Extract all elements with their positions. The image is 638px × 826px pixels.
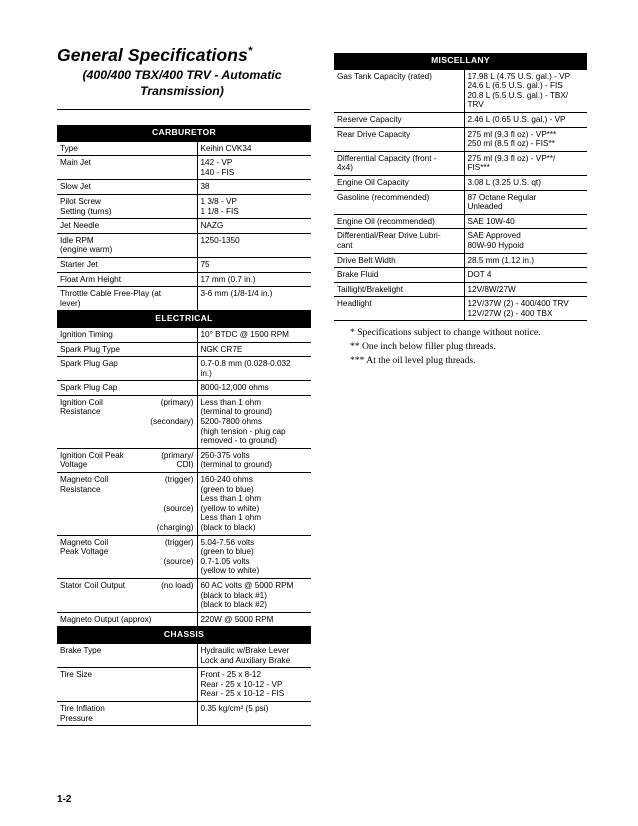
spec-value: 28.5 mm (1.12 in.) bbox=[464, 253, 587, 268]
left-spec-table bbox=[57, 125, 311, 726]
spec-value: 87 Octane Regular Unleaded bbox=[464, 190, 587, 214]
spec-label: Jet Needle bbox=[57, 219, 197, 234]
spec-value: 12V/8W/27W bbox=[464, 282, 587, 297]
spec-value: 0.35 kg/cm² (5 psi) bbox=[197, 701, 311, 725]
table-row bbox=[57, 272, 311, 287]
spec-label: Reserve Capacity bbox=[334, 112, 464, 127]
table-row bbox=[334, 151, 587, 175]
spec-value: 3.08 L (3.25 U.S. qt) bbox=[464, 175, 587, 190]
spec-value: NGK CR7E bbox=[197, 342, 311, 357]
table-row bbox=[334, 175, 587, 190]
spec-value: 10° BTDC @ 1500 RPM bbox=[197, 327, 311, 342]
chassis-rows bbox=[57, 643, 311, 725]
table-row: Magneto Coil (trigger) Resistance (source) (charging) 160-240 ohms (green to blue) Less than 1 ohm (yellow to white) Less than 1 ohm (black to black) bbox=[57, 473, 311, 536]
table-row bbox=[57, 194, 311, 218]
table-row bbox=[334, 268, 587, 283]
spec-label: Tire Inflation Pressure bbox=[57, 701, 197, 725]
footnote: ** One inch below filler plug threads. bbox=[350, 341, 496, 352]
miscellany-rows bbox=[334, 69, 587, 321]
table-row bbox=[57, 180, 311, 195]
table-row bbox=[334, 253, 587, 268]
spec-label: Starter Jet bbox=[57, 257, 197, 272]
spec-value: 275 ml (9.3 fl oz) - VP*** 250 ml (8.5 fl oz) - FIS** bbox=[464, 127, 587, 151]
table-row bbox=[334, 190, 587, 214]
table-row bbox=[57, 156, 311, 180]
table-row: Stator Coil Output (no load) 60 AC volts @ 5000 RPM (black to black #1) (black to black #2) bbox=[57, 578, 311, 612]
table-row bbox=[57, 287, 311, 311]
table-row bbox=[57, 327, 311, 342]
table-row: Magneto Output (approx) 220W @ 5000 RPM bbox=[57, 612, 311, 627]
title-subtitle: (400/400 TBX/400 TRV - Automatic Transmission) bbox=[82, 67, 282, 98]
section-header-carburetor: CARBURETOR bbox=[57, 125, 311, 141]
title-main: General Specifications* bbox=[57, 44, 253, 65]
table-row bbox=[57, 381, 311, 396]
spec-value: 2.46 L (0.65 U.S. gal.) - VP bbox=[464, 112, 587, 127]
table-row bbox=[57, 342, 311, 357]
table-row bbox=[57, 219, 311, 234]
footnotes bbox=[337, 326, 541, 368]
spec-value: 17 mm (0.7 in.) bbox=[197, 272, 311, 287]
spec-value: 12V/37W (2) - 400/400 TRV 12V/27W (2) - 400 TBX bbox=[464, 297, 587, 321]
table-row bbox=[334, 69, 587, 112]
table-row: Magneto Coil (trigger) Peak Voltage (source) 5.04-7.56 volts (green to blue) 0.7-1.05 volts (yellow to white) bbox=[57, 535, 311, 578]
table-row bbox=[334, 229, 587, 253]
table-row bbox=[57, 257, 311, 272]
spec-value: 1250-1350 bbox=[197, 233, 311, 257]
spec-label: Differential/Rear Drive Lubri- cant bbox=[334, 229, 464, 253]
spec-label: Spark Plug Gap bbox=[57, 357, 197, 381]
spec-value: 17.98 L (4.75 U.S. gal.) - VP 24.6 L (6.5 U.S. gal.) - FIS 20.8 L (5.5 U.S. gal.) - TBX/ TRV bbox=[464, 69, 587, 112]
spec-label: Main Jet bbox=[57, 156, 197, 180]
spec-value: 275 ml (9.3 fl oz) - VP**/ FIS*** bbox=[464, 151, 587, 175]
spec-label: Brake Type bbox=[57, 643, 197, 667]
carburetor-rows bbox=[57, 141, 311, 311]
spec-label: Ignition Timing bbox=[57, 327, 197, 342]
table-row bbox=[57, 643, 311, 667]
spec-value: 75 bbox=[197, 257, 311, 272]
spec-label: Throttle Cable Free-Play (at lever) bbox=[57, 287, 197, 311]
spec-value: SAE 10W-40 bbox=[464, 214, 587, 229]
table-row bbox=[334, 127, 587, 151]
electrical-rows bbox=[57, 327, 311, 395]
spec-label: Type bbox=[57, 141, 197, 156]
footnote: *** At the oil level plug threads. bbox=[350, 355, 476, 366]
spec-label: Rear Drive Capacity bbox=[334, 127, 464, 151]
spec-value: SAE Approved 80W-90 Hypoid bbox=[464, 229, 587, 253]
title-rule bbox=[57, 109, 310, 110]
spec-label: Idle RPM (engine warm) bbox=[57, 233, 197, 257]
spec-label: Gas Tank Capacity (rated) bbox=[334, 69, 464, 112]
page-number: 1-2 bbox=[57, 794, 72, 805]
spec-value: Keihin CVK34 bbox=[197, 141, 311, 156]
spec-label: Pilot Screw Setting (turns) bbox=[57, 194, 197, 218]
spec-label: Gasoline (recommended) bbox=[334, 190, 464, 214]
spec-label: Spark Plug Cap bbox=[57, 381, 197, 396]
spec-label: Differential Capacity (front - 4x4) bbox=[334, 151, 464, 175]
spec-label: Tire Size bbox=[57, 668, 197, 702]
table-row bbox=[57, 141, 311, 156]
spec-value: 8000-12,000 ohms bbox=[197, 381, 311, 396]
spec-value: Hydraulic w/Brake Lever Lock and Auxiliary Brake bbox=[197, 643, 311, 667]
spec-label: Engine Oil (recommended) bbox=[334, 214, 464, 229]
section-header-electrical: ELECTRICAL bbox=[57, 311, 311, 328]
table-row bbox=[57, 701, 311, 725]
miscellany-table bbox=[334, 53, 587, 321]
table-row bbox=[57, 357, 311, 381]
spec-value: 3-6 mm (1/8-1/4 in.) bbox=[197, 287, 311, 311]
table-row bbox=[334, 282, 587, 297]
table-row bbox=[57, 668, 311, 702]
spec-value: 0.7-0.8 mm (0.028-0.032 in.) bbox=[197, 357, 311, 381]
spec-label: Slow Jet bbox=[57, 180, 197, 195]
spec-label: Taillight/Brakelight bbox=[334, 282, 464, 297]
spec-label: Spark Plug Type bbox=[57, 342, 197, 357]
spec-label: Engine Oil Capacity bbox=[334, 175, 464, 190]
spec-value: NAZG bbox=[197, 219, 311, 234]
spec-value: 142 - VP 140 - FIS bbox=[197, 156, 311, 180]
table-row bbox=[57, 233, 311, 257]
spec-value: Front - 25 x 8-12 Rear - 25 x 10-12 - VP Rear - 25 x 10-12 - FIS bbox=[197, 668, 311, 702]
section-header-miscellany: MISCELLANY bbox=[334, 53, 587, 69]
table-row: Ignition Coil Peak (primary/ Voltage CDI) 250-375 volts (terminal to ground) bbox=[57, 448, 311, 472]
spec-value: DOT 4 bbox=[464, 268, 587, 283]
page-title bbox=[57, 40, 317, 99]
spec-value: 38 bbox=[197, 180, 311, 195]
table-row: Ignition Coil Resistance (primary) (secondary) Less than 1 ohm (terminal to ground) 5200-7800 ohms (high tension - plug cap removed - to ground) bbox=[57, 395, 311, 448]
section-header-chassis: CHASSIS bbox=[57, 627, 311, 644]
table-row bbox=[334, 297, 587, 321]
spec-label: Float Arm Height bbox=[57, 272, 197, 287]
spec-value: 1 3/8 - VP 1 1/8 - FIS bbox=[197, 194, 311, 218]
spec-label: Brake Fluid bbox=[334, 268, 464, 283]
footnote: * Specifications subject to change without notice. bbox=[350, 327, 541, 338]
table-row bbox=[334, 214, 587, 229]
spec-label: Drive Belt Width bbox=[334, 253, 464, 268]
spec-label: Headlight bbox=[334, 297, 464, 321]
table-row bbox=[334, 112, 587, 127]
